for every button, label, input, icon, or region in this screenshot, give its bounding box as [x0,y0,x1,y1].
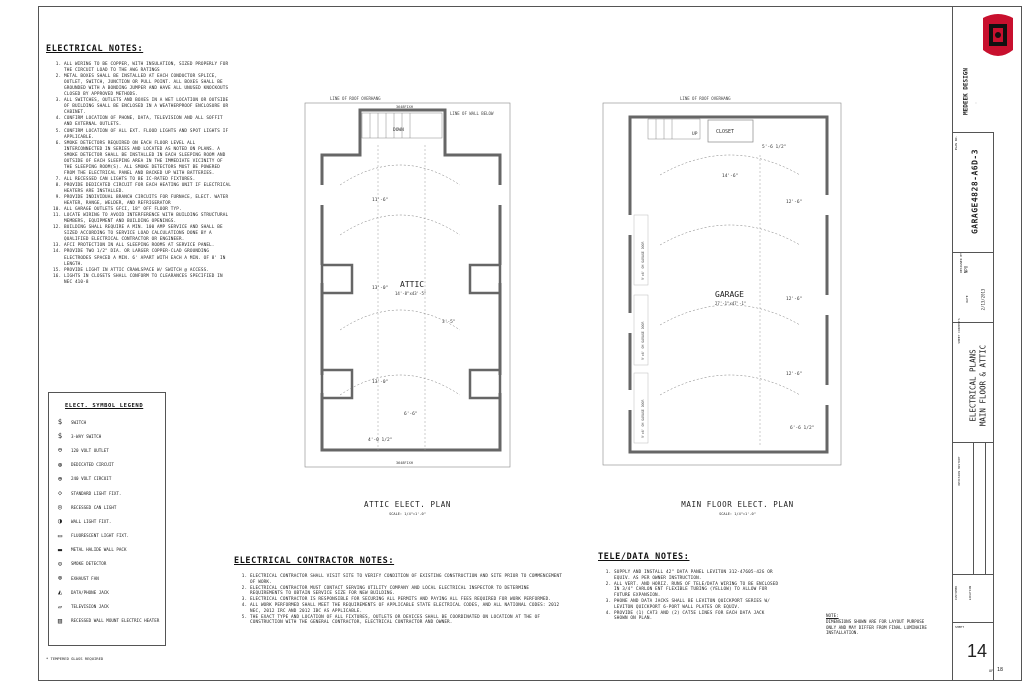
legend-item [49,599,165,613]
sheet-number-cell [953,622,1004,681]
electrical-note-item: 2. METAL BOXES SHALL BE INSTALLED AT EACH CONDUCTOR SPLICE, OUTLET, SWITCH, JUNCTION OR PULL POINT. ALL BOXES SHALL BE GROUNDED WITH A BONDING JUMPER AND HAVE ALL UNUSED KNOCKOUTS CLOSED BY APPROVED METHODS. [64,74,232,98]
attic-dormer-right-2 [470,370,500,398]
electrical-note-item: 14. PROVIDE TWO 1/2" DIA. OR LARGER COPPER-CLAD GROUNDING ELECTRODES SPACED A MIN. 6' APART WITH EACH A MIN. OF 8' IN LENGTH. [64,249,232,267]
attic-dim-4: 3'-5" [442,320,456,325]
main-dim-3: 12'-6" [786,200,803,205]
main-dim-5: 12'-6" [786,372,803,377]
revision-cell [953,442,993,574]
sheet-number: 14 [967,641,988,661]
contractor-note-item: 1. ELECTRICAL CONTRACTOR SHALL VISIT SITE TO VERIFY CONDITION OF EXISTING CONSTRUCTION AND SITE PRIOR TO COMMENCEMENT OF WORK. [250,574,564,586]
legend-symbol-icon: ⊖ [57,446,63,455]
attic-dormer-left-2 [322,370,352,398]
attic-dim-3: 13'-0" [372,380,389,385]
legend-item [49,443,165,457]
legend-item [49,429,165,443]
legend-label: EXHAUST FAN [71,575,99,581]
contractor-note-item: 4. ALL WORK PERFORMED SHALL MEET THE REQUIREMENTS OF APPLICABLE STATE ELECTRICAL CODES, AND ALL NATIONAL CODES: 2012 NEC, 2012 IRC AND 2012 IBC AS APPLICABLE. [250,603,564,615]
tele-data-notes-heading: TELE/DATA NOTES: [598,552,690,562]
main-closet-label: CLOSET [716,129,735,135]
contractor-note-item: 3. ELECTRICAL CONTRACTOR IS RESPONSIBLE FOR SECURING ALL PERMITS AND PAYING ALL FEES REQUIRED FOR WORK PERFORMED. [250,597,564,603]
legend-list [49,415,165,628]
sheet-title-2: MAIN FLOOR & ATTIC [978,344,988,427]
tele-data-note-item: 2. ALL VERT. AND HORIZ. RUNS OF TELE/DATA WIRING TO BE ENCLOSED IN 3/4" CARLON ENT FLEXIBLE TUBING (YELLOW) TO ALLOW FOR FUTURE EXPANSION. [614,582,780,599]
revision-label: REVISION HISTORY [957,456,961,486]
attic-roof-overhang-label: LINE OF ROOF OVERHANG [330,96,381,101]
electrical-notes-heading: ELECTRICAL NOTES: [46,44,144,54]
attic-window-tag-top: 3648FIXH [396,105,413,109]
date: 2/13/2013 [980,288,986,311]
attic-dim-5: 6'-6" [404,412,418,417]
electrical-notes [46,44,232,286]
designed-by: NPU [963,265,969,274]
sheet-contents-label: SHEET CONTENTS [957,318,961,344]
legend-item [49,500,165,514]
attic-room-size: 14'-8"x43'-5" [395,291,427,296]
legend-item [49,472,165,486]
attic-dim-1: 11'-6" [372,198,389,203]
legend-symbol-icon: $ [57,418,63,427]
legend-item [49,557,165,571]
location-label: LOCATION [968,585,972,601]
total-sheets: 18 [997,667,1004,673]
legend-symbol-icon: ▬ [57,545,63,554]
legend-label: 240 VOLT CIRCUIT [71,476,112,482]
electrical-note-item: 1. ALL WIRING TO BE COPPER, WITH INSULATION, SIZED PROPERLY FOR THE CIRCUIT LOAD TO THE AWG RATINGS [64,62,232,74]
legend-item [49,486,165,500]
electrical-note-item: 6. SMOKE DETECTORS REQUIRED ON EACH FLOOR LEVEL ALL INTERCONNECTED IN SERIES AND LOCATED AS NOTED ON PLANS. A SMOKE DETECTOR SHALL BE INSTALLED IN EACH SLEEPING ROOM AND OUTSIDE OF EACH SLEEPING AREA IN THE IMMEDIATE VICINITY OF THE SLEEPING ROOM(S). ALL SMOKE DETECTORS MUST BE POWERED FROM THE ELECTRICAL PANEL AND BACKED UP WITH BATTERIES. [64,141,232,177]
legend-label: DATA/PHONE JACK [71,589,109,595]
contractor-notes-heading: ELECTRICAL CONTRACTOR NOTES: [234,556,395,566]
main-wiring-runs [660,155,803,395]
contractor-note-item: 2. ELECTRICAL CONTRACTOR MUST CONTACT SERVING UTILITY COMPANY AND LOCAL ELECTRICAL INSPECTOR TO DETERMINE REQUIREMENTS TO OBTAIN SERVICE SIZE FOR NEW BUILDING. [250,586,564,598]
legend-item [49,614,165,628]
attic-dim-2: 13'-0" [372,286,389,291]
legend-symbol-icon: ⊗ [57,574,63,583]
legend-symbol-icon: ⊕ [57,474,63,483]
electrical-note-item: 3. ALL SWITCHES, OUTLETS AND BOXES IN A WET LOCATION OR OUTSIDE OF BUILDING SHALL BE ENCLOSED IN A WEATHERPROOF ENCLOSURE OR CABINET. [64,98,232,116]
main-dim-2: 14'-6" [722,174,739,179]
attic-stair [362,113,442,138]
designed-by-label: DESIGNED BY [959,253,963,273]
attic-dim-6: 4'-0 1/2" [368,438,393,443]
legend-symbol-icon: $ [57,432,63,441]
legend-item [49,458,165,472]
general-note-heading: NOTE: [826,613,839,618]
sheet-title-cell [953,318,993,442]
attic-room-name: ATTIC [400,280,425,289]
contractor-notes-list [234,574,564,626]
legend-label: RECESSED CAN LIGHT [71,504,117,510]
legend-label: SMOKE DETECTOR [71,561,107,567]
main-door-label-1: 9'x8' OH GARAGE DOOR [641,241,645,280]
legend-label: METAL HALIDE WALL PACK [71,547,127,553]
legend-symbol-icon: ◎ [57,503,63,512]
electrical-note-item: 9. PROVIDE INDIVIDUAL BRANCH CIRCUITS FOR FURNACE, ELECT. WATER HEATER, RANGE, WELDER, AND REFRIGERATOR [64,195,232,207]
tele-data-notes-list [598,570,780,622]
electrical-note-item: 7. ALL RECESSED CAN LIGHTS TO BE IC-RATED FIXTURES. [64,177,232,183]
legend-label: 3-WAY SWITCH [71,433,102,439]
legend-item [49,585,165,599]
legend-footnote: * TEMPERED GLASS REQUIRED [46,656,104,661]
legend-symbol-icon: ◇ [57,489,63,498]
legend-symbol-icon: ▭ [57,531,63,540]
electrical-note-item: 11. LOCATE WIRING TO AVOID INTERFERENCE WITH BUILDING STRUCTURAL MEMBERS, EQUIPMENT AND BUILDING OPENINGS. [64,213,232,225]
legend-label: STANDARD LIGHT FIXT. [71,490,122,496]
main-floor-plan-drawing [600,95,845,480]
legend-label: 120 VOLT OUTLET [71,447,109,453]
attic-dormer-right-1 [470,265,500,293]
customer-cell [953,574,993,622]
main-dim-4: 12'-6" [786,297,803,302]
legend-label: RECESSED WALL MOUNT ELECTRIC HEATER [71,618,160,624]
legend-symbol-icon: ◑ [57,517,63,526]
electrical-note-item: 10. ALL GARAGE OUTLETS GFCI, 18" OFF FLOOR TYP. [64,207,232,213]
electrical-note-item: 15. PROVIDE LIGHT IN ATTIC CRAWLSPACE W/ SWITCH @ ACCESS. [64,268,232,274]
main-plan-scale: SCALE: 1/4"=1'-0" [719,512,756,516]
electrical-note-item: 8. PROVIDE DEDICATED CIRCUIT FOR EACH HEATING UNIT IF ELECTRICAL HEATERS ARE INSTALLED. [64,183,232,195]
of-label: OF [989,669,994,673]
general-note-text: DIMENSIONS SHOWN ARE FOR LAYOUT PURPOSE ONLY AND MAY DIFFER FROM FINAL LUMINAIRE INSTALLATION. [826,618,927,636]
legend-label: TELEVISION JACK [71,604,109,610]
main-room-size: 27'-1"x47'-1" [715,301,747,306]
main-outer-wall [630,117,827,452]
contractor-note-item: 5. THE EXACT TYPE AND LOCATION OF ALL FIXTURES, OUTLETS OR DEVICES SHALL BE COORDINATED ON LOCATION AT THE OF CONSTRUCTION WITH THE GENERAL CONTRACTOR, ELECTRICAL CONTRACTOR AND OWNER. [250,615,564,627]
firm-logo [975,10,1021,66]
customer-label: CUSTOMER [954,585,958,601]
main-door-label-2: 9'x8' OH GARAGE DOOR [641,321,645,360]
general-note [826,613,936,636]
electrical-note-item: 12. BUILDING SHALL REQUIRE A MIN. 100 AMP SERVICE AND SHALL BE SIZED ACCORDING TO SERVICE LOAD CALCULATIONS DONE BY A QUALIFIED ELECTRICAL CONTRACTOR OR ENGINEER. [64,225,232,243]
legend-label: WALL LIGHT FIXT. [71,518,112,524]
sheet-label: SHEET [955,625,965,629]
electrical-note-item: 4. CONFIRM LOCATION OF PHONE, DATA, TELEVISION AND ALL SOFFIT AND EXTERNAL OUTLETS. [64,116,232,128]
title-block: MEDEEK DESIGN ⁝ PLAN NO. GARAGE4828-A6D-3 DESIGNED BY NPU DATE 2/13/2013 SHEET CONTENTS ELECTRICAL PLANS MAIN FLOOR & ATTIC REVISION HISTORY CUSTOMER LOCATION SHEET 14 OF 18 [952,6,1022,681]
sheet-title-1: ELECTRICAL PLANS [968,349,978,422]
legend-label: DEDICATED CIRCUIT [71,462,114,468]
main-dim-1: 5'-6 1/2" [762,145,787,150]
legend-item [49,415,165,429]
attic-stair-label: DOWN [393,128,404,133]
symbol-legend [48,392,166,646]
plan-no-label: PLAN NO. [954,135,958,151]
attic-plan-scale: SCALE: 1/4"=1'-0" [389,512,426,516]
main-roof-overhang-outline [603,103,841,465]
legend-symbol-icon: ⊛ [57,460,63,469]
legend-item [49,543,165,557]
tele-data-note-item: 4. PROVIDE (1) CAT3 AND (2) CAT5E LINES FOR EACH DATA JACK SHOWN ON PLAN. [614,611,780,623]
main-dim-6: 6'-6 1/2" [790,426,815,431]
plan-no: GARAGE4828-A6D-3 [970,148,980,235]
attic-window-tag-bottom: 3648FIXH [396,461,413,465]
contractor-notes [234,556,564,626]
legend-item [49,529,165,543]
attic-wall-openings [322,185,500,393]
legend-label: FLUORESCENT LIGHT FIXT. [71,533,129,539]
tele-data-note-item: 1. SUPPLY AND INSTALL 42" DATA PANEL LEVITON 312-47605-42G OR EQUIV. AS PER OWNER INSTRUCTION. [614,570,780,582]
electrical-note-item: 5. CONFIRM LOCATION OF ALL EXT. FLOOD LIGHTS AND SPOT LIGHTS IF APPLICABLE. [64,129,232,141]
main-plan-title: MAIN FLOOR ELECT. PLAN [681,500,794,509]
date-label: DATE [965,295,969,303]
electrical-notes-list [46,62,232,286]
attic-plan-drawing [300,95,515,480]
attic-wall-below-label: LINE OF WALL BELOW [450,111,494,116]
main-door-label-3: 9'x8' OH GARAGE DOOR [641,399,645,438]
attic-dormer-left-1 [322,265,352,293]
legend-heading: ELECT. SYMBOL LEGEND [65,403,144,409]
attic-plan-title: ATTIC ELECT. PLAN [364,500,451,509]
plan-no-cell [953,132,993,252]
electrical-note-item: 16. LIGHTS IN CLOSETS SHALL CONFORM TO CLEARANCES SPECIFIED IN NEC 410-8 [64,274,232,286]
legend-symbol-icon: ◭ [57,588,63,597]
legend-item [49,571,165,585]
tele-data-notes [598,552,780,622]
legend-symbol-icon: ▥ [57,616,63,625]
legend-label: SWITCH [71,419,87,425]
main-up-label: UP [692,132,698,137]
main-roof-overhang-label: LINE OF ROOF OVERHANG [680,96,731,101]
legend-symbol-icon: ⊙ [57,559,63,568]
tele-data-note-item: 3. PHONE AND DATA JACKS SHALL BE LEVITON QUICKPORT SERIES W/ LEVITON QUICKPORT 6-PORT WALL PLATES OR EQUIV. [614,599,780,611]
legend-symbol-icon: ▱ [57,602,63,611]
firm-name: MEDEEK DESIGN [962,68,970,115]
electrical-note-item: 13. AFCI PROTECTION IN ALL SLEEPING ROOMS AT SERVICE PANEL. [64,243,232,249]
legend-item [49,514,165,528]
main-room-name: GARAGE [715,290,744,299]
